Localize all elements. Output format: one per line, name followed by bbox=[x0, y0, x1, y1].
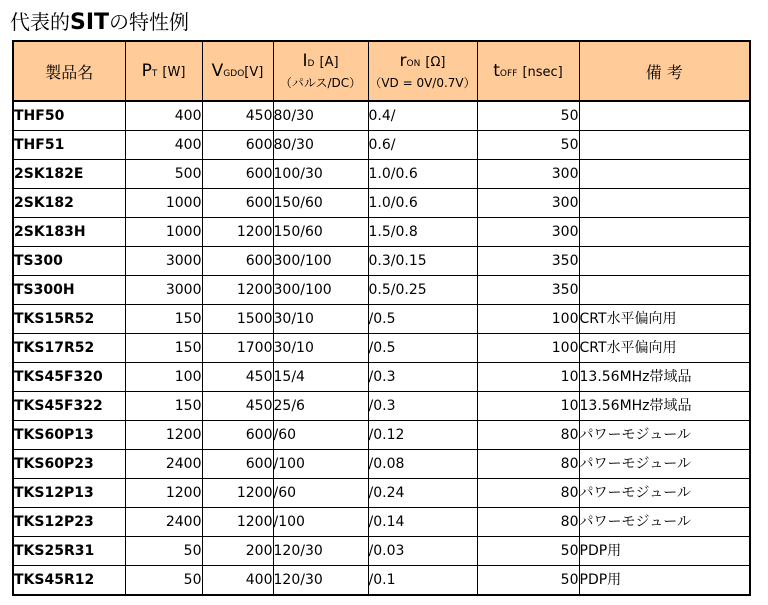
table-row bbox=[13, 276, 750, 305]
table-row bbox=[13, 508, 750, 537]
cell-pt: 1200 bbox=[125, 479, 202, 508]
cell-toff: 300 bbox=[477, 189, 579, 218]
cell-product-name: TKS17R52 bbox=[13, 334, 125, 363]
cell-pt: 3000 bbox=[125, 247, 202, 276]
title-suffix: の特性例 bbox=[109, 10, 190, 34]
cell-product-name: TKS60P23 bbox=[13, 450, 125, 479]
table-row bbox=[13, 363, 750, 392]
cell-id: 150/60 bbox=[273, 189, 368, 218]
cell-id: 120/30 bbox=[273, 537, 368, 566]
table-row bbox=[13, 479, 750, 508]
cell-note: パワーモジュール bbox=[579, 479, 750, 508]
cell-vgdo: 1200 bbox=[202, 508, 273, 537]
header-vgdo: VGDO[V] bbox=[202, 41, 273, 101]
cell-note bbox=[579, 189, 750, 218]
table-row bbox=[13, 537, 750, 566]
cell-vgdo: 450 bbox=[202, 392, 273, 421]
cell-note bbox=[579, 218, 750, 247]
cell-product-name: THF50 bbox=[13, 101, 125, 131]
cell-toff: 50 bbox=[477, 566, 579, 596]
cell-note bbox=[579, 101, 750, 131]
table-row bbox=[13, 450, 750, 479]
cell-vgdo: 1700 bbox=[202, 334, 273, 363]
cell-pt: 2400 bbox=[125, 508, 202, 537]
header-row bbox=[13, 41, 750, 101]
table-row bbox=[13, 160, 750, 189]
cell-toff: 80 bbox=[477, 508, 579, 537]
cell-note: パワーモジュール bbox=[579, 450, 750, 479]
cell-product-name: TKS12P23 bbox=[13, 508, 125, 537]
cell-ron: 1.0/0.6 bbox=[368, 160, 477, 189]
cell-toff: 50 bbox=[477, 537, 579, 566]
header-id: ID [A] （パルス/DC） bbox=[273, 41, 368, 101]
cell-note: パワーモジュール bbox=[579, 508, 750, 537]
cell-vgdo: 400 bbox=[202, 566, 273, 596]
cell-id: 30/10 bbox=[273, 305, 368, 334]
cell-pt: 50 bbox=[125, 537, 202, 566]
cell-pt: 2400 bbox=[125, 450, 202, 479]
cell-note: パワーモジュール bbox=[579, 421, 750, 450]
cell-ron: 1.0/0.6 bbox=[368, 189, 477, 218]
cell-toff: 300 bbox=[477, 218, 579, 247]
spec-table bbox=[12, 40, 751, 596]
cell-pt: 100 bbox=[125, 363, 202, 392]
cell-product-name: TKS60P13 bbox=[13, 421, 125, 450]
cell-pt: 1000 bbox=[125, 189, 202, 218]
cell-product-name: TKS25R31 bbox=[13, 537, 125, 566]
cell-ron: /0.1 bbox=[368, 566, 477, 596]
cell-toff: 300 bbox=[477, 160, 579, 189]
cell-product-name: TS300H bbox=[13, 276, 125, 305]
cell-id: 300/100 bbox=[273, 247, 368, 276]
title-highlight: SIT bbox=[70, 10, 110, 35]
cell-vgdo: 600 bbox=[202, 160, 273, 189]
cell-vgdo: 1500 bbox=[202, 305, 273, 334]
cell-note: PDP用 bbox=[579, 566, 750, 596]
header-pt: PT [W] bbox=[125, 41, 202, 101]
cell-product-name: 2SK182 bbox=[13, 189, 125, 218]
cell-ron: 1.5/0.8 bbox=[368, 218, 477, 247]
cell-product-name: TKS45F322 bbox=[13, 392, 125, 421]
cell-toff: 100 bbox=[477, 334, 579, 363]
cell-id: 15/4 bbox=[273, 363, 368, 392]
cell-vgdo: 600 bbox=[202, 189, 273, 218]
cell-ron: /0.03 bbox=[368, 537, 477, 566]
cell-ron: /0.3 bbox=[368, 363, 477, 392]
cell-product-name: TKS12P13 bbox=[13, 479, 125, 508]
table-row bbox=[13, 247, 750, 276]
table-row bbox=[13, 305, 750, 334]
cell-note: CRT水平偏向用 bbox=[579, 305, 750, 334]
cell-vgdo: 200 bbox=[202, 537, 273, 566]
cell-id: /60 bbox=[273, 421, 368, 450]
cell-vgdo: 1200 bbox=[202, 276, 273, 305]
cell-toff: 100 bbox=[477, 305, 579, 334]
cell-toff: 50 bbox=[477, 101, 579, 131]
cell-product-name: 2SK182E bbox=[13, 160, 125, 189]
table-body bbox=[13, 101, 750, 595]
cell-product-name: TKS45R12 bbox=[13, 566, 125, 596]
table-row bbox=[13, 392, 750, 421]
cell-toff: 80 bbox=[477, 450, 579, 479]
cell-toff: 350 bbox=[477, 247, 579, 276]
header-ron: rON [Ω] （VD = 0V/0.7V） bbox=[368, 41, 477, 101]
cell-ron: 0.3/0.15 bbox=[368, 247, 477, 276]
cell-toff: 350 bbox=[477, 276, 579, 305]
cell-product-name: TKS45F320 bbox=[13, 363, 125, 392]
header-name: 製品名 bbox=[13, 41, 125, 101]
cell-vgdo: 600 bbox=[202, 131, 273, 160]
cell-vgdo: 450 bbox=[202, 363, 273, 392]
cell-pt: 1200 bbox=[125, 421, 202, 450]
cell-pt: 50 bbox=[125, 566, 202, 596]
cell-note bbox=[579, 276, 750, 305]
cell-id: 150/60 bbox=[273, 218, 368, 247]
cell-vgdo: 450 bbox=[202, 101, 273, 131]
cell-product-name: TS300 bbox=[13, 247, 125, 276]
table-row bbox=[13, 218, 750, 247]
cell-vgdo: 600 bbox=[202, 247, 273, 276]
cell-pt: 1000 bbox=[125, 218, 202, 247]
page-title bbox=[10, 9, 189, 36]
cell-id: 25/6 bbox=[273, 392, 368, 421]
cell-id: 80/30 bbox=[273, 101, 368, 131]
cell-note bbox=[579, 247, 750, 276]
cell-ron: /0.5 bbox=[368, 334, 477, 363]
table-row bbox=[13, 101, 750, 131]
cell-toff: 80 bbox=[477, 479, 579, 508]
cell-id: /100 bbox=[273, 508, 368, 537]
cell-ron: 0.5/0.25 bbox=[368, 276, 477, 305]
table-row bbox=[13, 334, 750, 363]
cell-id: 300/100 bbox=[273, 276, 368, 305]
cell-ron: /0.12 bbox=[368, 421, 477, 450]
header-note: 備 考 bbox=[579, 41, 750, 101]
cell-note bbox=[579, 131, 750, 160]
cell-note bbox=[579, 160, 750, 189]
table-row bbox=[13, 566, 750, 596]
cell-id: 80/30 bbox=[273, 131, 368, 160]
cell-id: /60 bbox=[273, 479, 368, 508]
cell-ron: 0.6/ bbox=[368, 131, 477, 160]
cell-ron: /0.24 bbox=[368, 479, 477, 508]
cell-ron: 0.4/ bbox=[368, 101, 477, 131]
cell-pt: 3000 bbox=[125, 276, 202, 305]
cell-ron: /0.14 bbox=[368, 508, 477, 537]
cell-pt: 150 bbox=[125, 334, 202, 363]
title-prefix: 代表的 bbox=[10, 10, 70, 34]
header-toff: tOFF [nsec] bbox=[477, 41, 579, 101]
cell-note: 13.56MHz帯域品 bbox=[579, 363, 750, 392]
cell-product-name: TKS15R52 bbox=[13, 305, 125, 334]
cell-vgdo: 1200 bbox=[202, 479, 273, 508]
cell-id: 30/10 bbox=[273, 334, 368, 363]
cell-vgdo: 600 bbox=[202, 450, 273, 479]
cell-note: 13.56MHz帯域品 bbox=[579, 392, 750, 421]
cell-ron: /0.5 bbox=[368, 305, 477, 334]
cell-pt: 150 bbox=[125, 392, 202, 421]
cell-ron: /0.3 bbox=[368, 392, 477, 421]
cell-ron: /0.08 bbox=[368, 450, 477, 479]
table-row bbox=[13, 189, 750, 218]
cell-vgdo: 600 bbox=[202, 421, 273, 450]
cell-pt: 500 bbox=[125, 160, 202, 189]
cell-product-name: THF51 bbox=[13, 131, 125, 160]
cell-pt: 150 bbox=[125, 305, 202, 334]
cell-id: 120/30 bbox=[273, 566, 368, 596]
cell-toff: 80 bbox=[477, 421, 579, 450]
cell-pt: 400 bbox=[125, 101, 202, 131]
cell-vgdo: 1200 bbox=[202, 218, 273, 247]
cell-note: CRT水平偏向用 bbox=[579, 334, 750, 363]
cell-product-name: 2SK183H bbox=[13, 218, 125, 247]
table-row bbox=[13, 421, 750, 450]
cell-note: PDP用 bbox=[579, 537, 750, 566]
cell-toff: 10 bbox=[477, 363, 579, 392]
cell-toff: 10 bbox=[477, 392, 579, 421]
cell-toff: 50 bbox=[477, 131, 579, 160]
cell-id: 100/30 bbox=[273, 160, 368, 189]
table-row bbox=[13, 131, 750, 160]
cell-id: /100 bbox=[273, 450, 368, 479]
cell-pt: 400 bbox=[125, 131, 202, 160]
